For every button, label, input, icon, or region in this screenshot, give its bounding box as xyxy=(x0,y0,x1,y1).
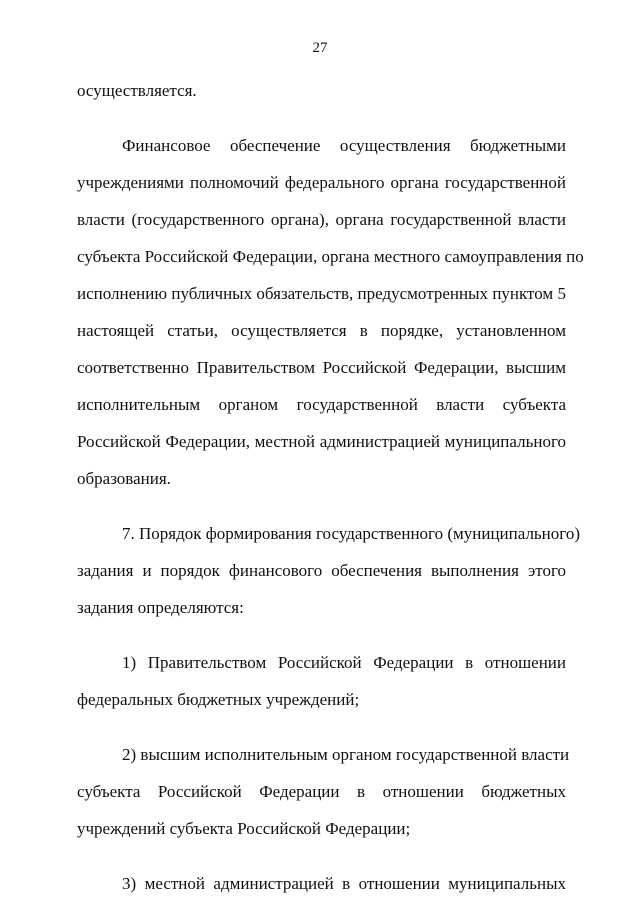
text-line: субъекта Российской Федерации, органа местного самоуправления по xyxy=(77,247,584,266)
paragraph-financial-provision xyxy=(77,127,584,497)
text-line: власти (государственного органа), органа государственной власти xyxy=(77,210,566,229)
text-line: субъекта Российской Федерации в отношении бюджетных xyxy=(77,782,566,801)
text-line: 3) местной администрацией в отношении муниципальных xyxy=(122,874,566,893)
text-line: 7. Порядок формирования государственного (муниципального) xyxy=(122,524,580,543)
document-body xyxy=(77,72,584,902)
text-line: исполнению публичных обязательств, предусмотренных пунктом 5 xyxy=(77,284,566,303)
text-line: учреждениями полномочий федерального органа государственной xyxy=(77,173,566,192)
text-line: учреждений субъекта Российской Федерации; xyxy=(77,819,411,838)
text-line: 1) Правительством Российской Федерации в отношении xyxy=(122,653,566,672)
text-line: 2) высшим исполнительным органом государственной власти xyxy=(122,745,570,764)
text-line: задания определяются: xyxy=(77,598,244,617)
paragraph-subitem-3 xyxy=(77,865,566,902)
text-line: исполнительным органом государственной власти субъекта xyxy=(77,395,566,414)
text-line: настоящей статьи, осуществляется в порядке, установленном xyxy=(77,321,566,340)
text-line: Финансовое обеспечение осуществления бюджетными xyxy=(122,136,566,155)
page-number: 27 xyxy=(312,40,328,56)
text-line: образования. xyxy=(77,469,171,488)
paragraph-subitem-1 xyxy=(77,644,566,718)
text-line: соответственно Правительством Российской Федерации, высшим xyxy=(77,358,566,377)
paragraph-continuation xyxy=(77,72,566,109)
paragraph-item-7 xyxy=(77,515,580,626)
text-line: задания и порядок финансового обеспечения выполнения этого xyxy=(77,561,566,580)
text-line: федеральных бюджетных учреждений; xyxy=(77,690,360,709)
text-line: Российской Федерации, местной администрацией муниципального xyxy=(77,432,566,451)
paragraph-subitem-2 xyxy=(77,736,570,847)
text-line: осуществляется. xyxy=(77,81,197,100)
